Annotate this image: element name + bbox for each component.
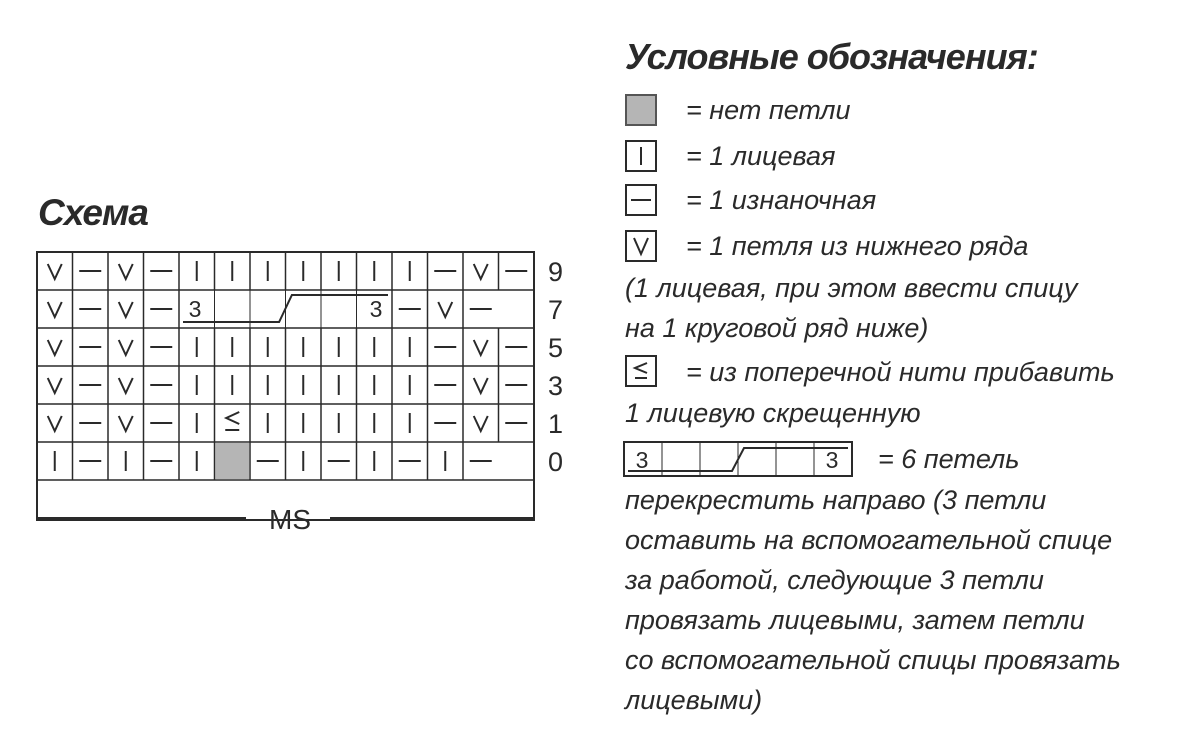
increase-icon bbox=[627, 357, 655, 385]
cable-symbol bbox=[622, 440, 854, 480]
legend-cable-note-4: провязать лицевыми, затем петли bbox=[625, 605, 1085, 635]
v-stitch-mark bbox=[48, 416, 62, 431]
v-stitch-mark bbox=[119, 264, 133, 279]
no-stitch-symbol bbox=[625, 94, 657, 126]
purl-symbol bbox=[625, 184, 657, 216]
legend-cable-note-1: перекрестить направо (3 петли bbox=[625, 485, 1047, 515]
schema-title: Схема bbox=[38, 192, 148, 233]
legend-cable-text: = 6 петель bbox=[878, 444, 1020, 474]
no-stitch-cell bbox=[216, 443, 250, 479]
legend-v-note-2: на 1 круговой ряд ниже) bbox=[625, 313, 929, 343]
v-stitch-mark bbox=[48, 302, 62, 317]
v-stitch-mark bbox=[438, 302, 452, 317]
v-stitch-mark bbox=[474, 264, 488, 279]
knit-symbol bbox=[625, 140, 657, 172]
knit-icon bbox=[627, 142, 655, 170]
chart-grid bbox=[37, 252, 534, 520]
cable-left-number: 3 bbox=[188, 296, 202, 322]
v-stitch-mark bbox=[119, 302, 133, 317]
legend-title: Условные обозначения: bbox=[625, 36, 1038, 77]
v-stitch-mark bbox=[474, 340, 488, 355]
row-number: 7 bbox=[548, 295, 564, 325]
legend-increase-note: 1 лицевую скрещенную bbox=[625, 398, 921, 428]
increase-mark bbox=[226, 412, 239, 424]
v-stitch-mark bbox=[48, 264, 62, 279]
legend-cable-note-5: со вспомогательной спицы провязать bbox=[625, 645, 1121, 675]
v-stitch-mark bbox=[48, 340, 62, 355]
v-stitch-mark bbox=[119, 378, 133, 393]
row-number: 9 bbox=[548, 257, 564, 287]
increase-symbol bbox=[625, 355, 657, 387]
v-stitch-mark bbox=[119, 416, 133, 431]
ms-label: MS bbox=[269, 504, 311, 535]
row-number: 5 bbox=[548, 333, 564, 363]
v-stitch-mark bbox=[119, 340, 133, 355]
v-stitch-mark bbox=[474, 416, 488, 431]
knitting-chart bbox=[0, 0, 620, 540]
row-number: 1 bbox=[548, 409, 564, 439]
legend-purl-text: = 1 изнаночная bbox=[686, 185, 877, 215]
v-stitch-mark bbox=[474, 378, 488, 393]
cable-left-number: 3 bbox=[635, 447, 649, 473]
legend-cable-note-3: за работой, следующие 3 петли bbox=[625, 565, 1044, 595]
row-number: 0 bbox=[548, 447, 564, 477]
slip-below-symbol bbox=[625, 230, 657, 262]
cable-right-number: 3 bbox=[369, 296, 383, 322]
legend-increase-text: = из поперечной нити прибавить bbox=[686, 357, 1115, 387]
legend-cable-note-2: оставить на вспомогательной спице bbox=[625, 525, 1113, 555]
v-icon bbox=[627, 232, 655, 260]
legend-cable-note-6: лицевыми) bbox=[625, 685, 763, 715]
purl-icon bbox=[627, 186, 655, 214]
row-number: 3 bbox=[548, 371, 564, 401]
cable-right-number: 3 bbox=[825, 447, 839, 473]
legend-knit-text: = 1 лицевая bbox=[686, 141, 836, 171]
legend-no-stitch-text: = нет петли bbox=[686, 95, 851, 125]
legend-v-note-1: (1 лицевая, при этом ввести спицу bbox=[625, 273, 1078, 303]
legend-v-text: = 1 петля из нижнего ряда bbox=[686, 231, 1029, 261]
chart-symbols bbox=[48, 261, 528, 479]
row-numbers bbox=[548, 257, 563, 477]
v-stitch-mark bbox=[48, 378, 62, 393]
